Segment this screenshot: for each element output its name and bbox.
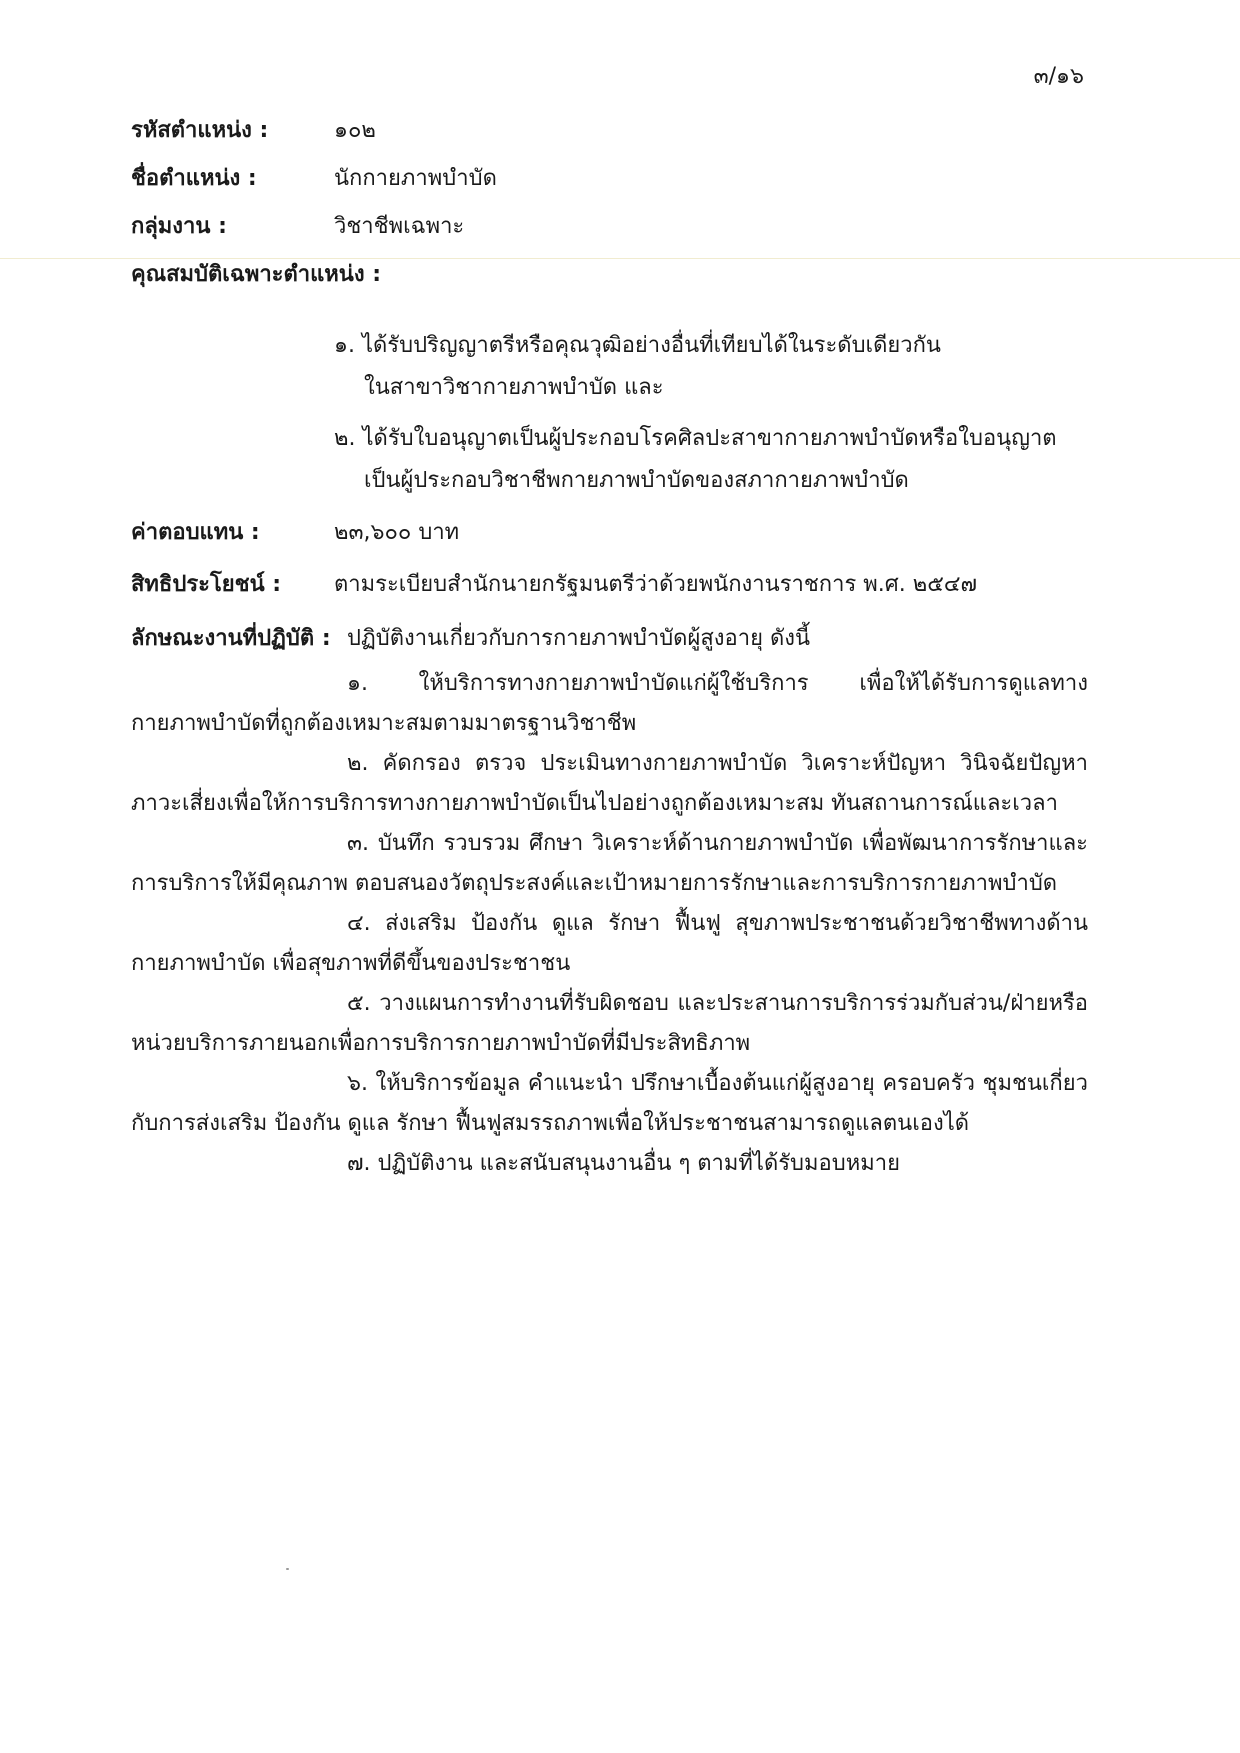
qualification-line: ๒. ได้รับใบอนุญาตเป็นผู้ประกอบโรคศิลปะสาขากายภาพบำบัดหรือใบอนุญาต <box>334 426 1057 451</box>
duty-item: ๓. บันทึก รวบรวม ศึกษา วิเคราะห์ด้านกายภาพบำบัด เพื่อพัฒนาการรักษาและการบริการให้มีคุณภาพ ตอบสนองวัตถุประสงค์และเป้าหมายการรักษาและการบริการกายภาพบำบัด <box>131 831 1088 896</box>
job-group-row <box>131 208 465 243</box>
duty-item: ๒. คัดกรอง ตรวจ ประเมินทางกายภาพบำบัด วิเคราะห์ปัญหา วินิจฉัยปัญหาภาวะเสี่ยงเพื่อให้การบริการทางกายภาพบำบัดเป็นไปอย่างถูกต้องเหมาะสม ทันสถานการณ์และเวลา <box>131 751 1088 816</box>
duties-label: ลักษณะงานที่ปฏิบัติ : <box>131 626 331 651</box>
page-number: ๓/๑๖ <box>1033 64 1084 89</box>
position-code-label: รหัสตำแหน่ง : <box>131 118 269 143</box>
benefits-label: สิทธิประโยชน์ : <box>131 572 282 597</box>
position-code-row <box>131 112 376 147</box>
compensation-value: ๒๓,๖๐๐ บาท <box>334 520 460 545</box>
qualifications-row <box>131 256 381 291</box>
qualifications-label: คุณสมบัติเฉพาะตำแหน่ง : <box>131 262 382 287</box>
compensation-row <box>131 514 460 549</box>
duties-list <box>131 664 1088 1184</box>
position-code-value: ๑๐๒ <box>334 118 376 143</box>
duty-item: ๔. ส่งเสริม ป้องกัน ดูแล รักษา ฟื้นฟู สุขภาพประชาชนด้วยวิชาชีพทางด้านกายภาพบำบัด เพื่อสุขภาพที่ดีขึ้นของประชาชน <box>131 911 1088 976</box>
duty-item: ๖. ให้บริการข้อมูล คำแนะนำ ปรึกษาเบื้องต้นแก่ผู้สูงอายุ ครอบครัว ชุมชนเกี่ยวกับการส่งเสริม ป้องกัน ดูแล รักษา ฟื้นฟูสมรรถภาพเพื่อให้ประชาชนสามารถดูแลตนเองได้ <box>131 1071 1088 1136</box>
duty-item: ๕. วางแผนการทำงานที่รับผิดชอบ และประสานการบริการร่วมกับส่วน/ฝ่ายหรือหน่วยบริการภายนอกเพื่อการบริการกายภาพบำบัดที่มีประสิทธิภาพ <box>131 991 1088 1056</box>
qualification-line: ในสาขาวิชากายภาพบำบัด และ <box>364 375 664 400</box>
duties-intro: ปฏิบัติงานเกี่ยวกับการกายภาพบำบัดผู้สูงอายุ ดังนี้ <box>347 626 811 651</box>
compensation-label: ค่าตอบแทน : <box>131 520 260 545</box>
benefits-value: ตามระเบียบสำนักนายกรัฐมนตรีว่าด้วยพนักงานราชการ พ.ศ. ๒๕๔๗ <box>334 572 978 597</box>
scan-speck <box>286 1568 289 1570</box>
qualification-item <box>334 325 941 409</box>
job-group-value: วิชาชีพเฉพาะ <box>334 214 465 239</box>
duties-row <box>131 620 811 655</box>
position-name-value: นักกายภาพบำบัด <box>334 166 497 191</box>
qualification-line: ๑. ได้รับปริญญาตรีหรือคุณวุฒิอย่างอื่นที่เทียบได้ในระดับเดียวกัน <box>334 333 941 358</box>
job-group-label: กลุ่มงาน : <box>131 214 227 239</box>
duty-item: ๗. ปฏิบัติงาน และสนับสนุนงานอื่น ๆ ตามที่ได้รับมอบหมาย <box>347 1151 900 1176</box>
duty-item: ๑. ให้บริการทางกายภาพบำบัดแก่ผู้ใช้บริการ เพื่อให้ได้รับการดูแลทางกายภาพบำบัดที่ถูกต้องเหมาะสมตามมาตรฐานวิชาชีพ <box>131 671 1088 736</box>
qualification-item <box>334 418 1057 502</box>
qualification-line: เป็นผู้ประกอบวิชาชีพกายภาพบำบัดของสภากายภาพบำบัด <box>364 468 909 493</box>
benefits-row <box>131 566 978 601</box>
position-name-label: ชื่อตำแหน่ง : <box>131 166 257 191</box>
position-name-row <box>131 160 497 195</box>
